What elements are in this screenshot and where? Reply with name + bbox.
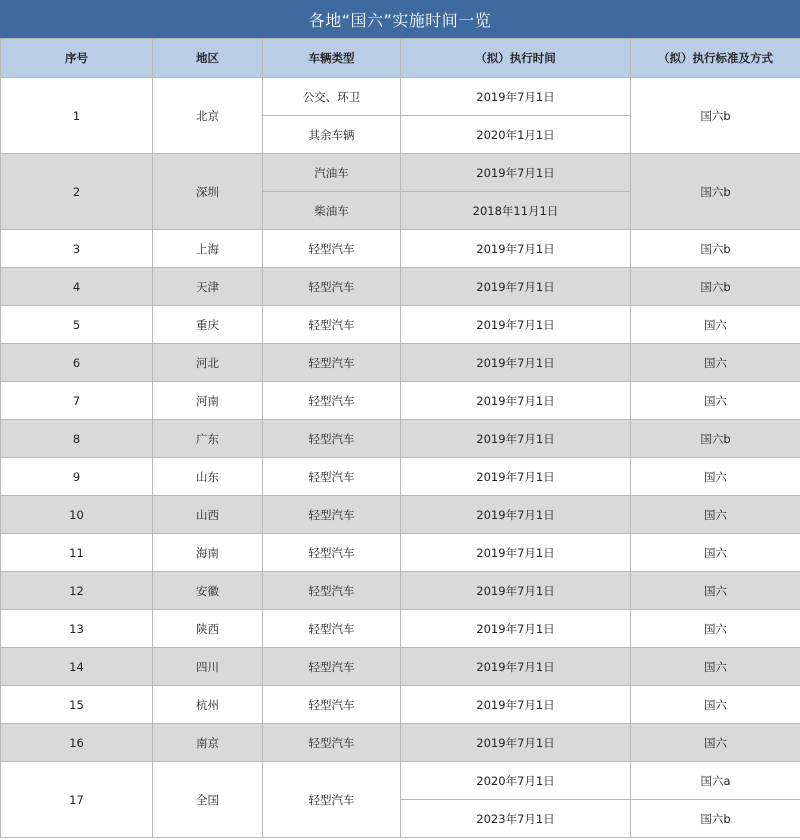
cell-no: 15 — [1, 686, 153, 724]
cell-date: 2023年7月1日 — [401, 800, 631, 838]
cell-date: 2019年7月1日 — [401, 572, 631, 610]
cell-date: 2018年11月1日 — [401, 192, 631, 230]
cell-standard: 国六 — [631, 458, 800, 496]
cell-no: 14 — [1, 648, 153, 686]
cell-region: 四川 — [153, 648, 263, 686]
table-row — [1, 344, 800, 382]
table-row — [1, 762, 800, 800]
cell-vehicle-type: 轻型汽车 — [263, 344, 401, 382]
cell-standard: 国六 — [631, 306, 800, 344]
cell-standard: 国六 — [631, 610, 800, 648]
cell-region: 山东 — [153, 458, 263, 496]
table-row — [1, 572, 800, 610]
cell-standard: 国六b — [631, 420, 800, 458]
cell-vehicle-type: 轻型汽车 — [263, 268, 401, 306]
cell-no: 16 — [1, 724, 153, 762]
table-row — [1, 458, 800, 496]
cell-region: 广东 — [153, 420, 263, 458]
table-title: 各地“国六”实施时间一览 — [0, 0, 800, 38]
table-row — [1, 382, 800, 420]
cell-standard: 国六 — [631, 534, 800, 572]
cell-date: 2019年7月1日 — [401, 648, 631, 686]
cell-vehicle-type: 轻型汽车 — [263, 458, 401, 496]
table-row — [1, 496, 800, 534]
table-row — [1, 306, 800, 344]
cell-region: 天津 — [153, 268, 263, 306]
cell-vehicle-type: 柴油车 — [263, 192, 401, 230]
table-row — [1, 268, 800, 306]
cell-standard: 国六 — [631, 344, 800, 382]
header-row — [1, 39, 800, 78]
cell-region: 重庆 — [153, 306, 263, 344]
cell-vehicle-type: 轻型汽车 — [263, 610, 401, 648]
cell-no: 7 — [1, 382, 153, 420]
cell-vehicle-type: 其余车辆 — [263, 116, 401, 154]
cell-vehicle-type: 轻型汽车 — [263, 306, 401, 344]
cell-standard: 国六b — [631, 800, 800, 838]
cell-no: 2 — [1, 154, 153, 230]
cell-date: 2019年7月1日 — [401, 534, 631, 572]
cell-date: 2019年7月1日 — [401, 268, 631, 306]
cell-no: 13 — [1, 610, 153, 648]
table-body — [1, 78, 800, 838]
cell-vehicle-type: 轻型汽车 — [263, 724, 401, 762]
cell-date: 2020年7月1日 — [401, 762, 631, 800]
table-row — [1, 78, 800, 116]
cell-standard: 国六 — [631, 648, 800, 686]
cell-standard: 国六b — [631, 230, 800, 268]
cell-no: 4 — [1, 268, 153, 306]
cell-region: 南京 — [153, 724, 263, 762]
cell-vehicle-type: 轻型汽车 — [263, 762, 401, 838]
cell-no: 6 — [1, 344, 153, 382]
cell-date: 2019年7月1日 — [401, 610, 631, 648]
cell-date: 2019年7月1日 — [401, 306, 631, 344]
cell-region: 河南 — [153, 382, 263, 420]
table-row — [1, 686, 800, 724]
cell-date: 2020年1月1日 — [401, 116, 631, 154]
cell-vehicle-type: 轻型汽车 — [263, 496, 401, 534]
cell-date: 2019年7月1日 — [401, 230, 631, 268]
cell-vehicle-type: 汽油车 — [263, 154, 401, 192]
cell-vehicle-type: 轻型汽车 — [263, 534, 401, 572]
cell-vehicle-type: 轻型汽车 — [263, 382, 401, 420]
cell-date: 2019年7月1日 — [401, 686, 631, 724]
cell-date: 2019年7月1日 — [401, 496, 631, 534]
cell-standard: 国六 — [631, 572, 800, 610]
cell-standard: 国六a — [631, 762, 800, 800]
table-row — [1, 230, 800, 268]
cell-standard: 国六 — [631, 382, 800, 420]
table-row — [1, 648, 800, 686]
cell-no: 17 — [1, 762, 153, 838]
cell-date: 2019年7月1日 — [401, 78, 631, 116]
cell-date: 2019年7月1日 — [401, 382, 631, 420]
cell-region: 陕西 — [153, 610, 263, 648]
header-date: （拟）执行时间 — [401, 39, 631, 78]
table-row — [1, 534, 800, 572]
cell-date: 2019年7月1日 — [401, 420, 631, 458]
cell-region: 河北 — [153, 344, 263, 382]
implementation-table — [0, 38, 800, 838]
cell-no: 3 — [1, 230, 153, 268]
cell-no: 11 — [1, 534, 153, 572]
cell-region: 全国 — [153, 762, 263, 838]
cell-region: 杭州 — [153, 686, 263, 724]
cell-standard: 国六 — [631, 496, 800, 534]
table-row — [1, 724, 800, 762]
cell-vehicle-type: 轻型汽车 — [263, 648, 401, 686]
cell-no: 8 — [1, 420, 153, 458]
cell-no: 10 — [1, 496, 153, 534]
cell-standard: 国六b — [631, 78, 800, 154]
cell-date: 2019年7月1日 — [401, 458, 631, 496]
header-standard: （拟）执行标准及方式 — [631, 39, 800, 78]
cell-date: 2019年7月1日 — [401, 724, 631, 762]
cell-region: 北京 — [153, 78, 263, 154]
cell-region: 深圳 — [153, 154, 263, 230]
cell-vehicle-type: 轻型汽车 — [263, 420, 401, 458]
cell-no: 9 — [1, 458, 153, 496]
table-row — [1, 610, 800, 648]
cell-standard: 国六b — [631, 268, 800, 306]
header-vehicle-type: 车辆类型 — [263, 39, 401, 78]
cell-standard: 国六 — [631, 686, 800, 724]
cell-vehicle-type: 轻型汽车 — [263, 686, 401, 724]
cell-standard: 国六b — [631, 154, 800, 230]
cell-no: 1 — [1, 78, 153, 154]
cell-region: 山西 — [153, 496, 263, 534]
table-row — [1, 420, 800, 458]
cell-vehicle-type: 轻型汽车 — [263, 230, 401, 268]
cell-date: 2019年7月1日 — [401, 344, 631, 382]
cell-vehicle-type: 轻型汽车 — [263, 572, 401, 610]
cell-no: 12 — [1, 572, 153, 610]
cell-standard: 国六 — [631, 724, 800, 762]
table-row — [1, 154, 800, 192]
header-region: 地区 — [153, 39, 263, 78]
cell-vehicle-type: 公交、环卫 — [263, 78, 401, 116]
cell-date: 2019年7月1日 — [401, 154, 631, 192]
cell-region: 安徽 — [153, 572, 263, 610]
header-no: 序号 — [1, 39, 153, 78]
cell-no: 5 — [1, 306, 153, 344]
cell-region: 海南 — [153, 534, 263, 572]
cell-region: 上海 — [153, 230, 263, 268]
